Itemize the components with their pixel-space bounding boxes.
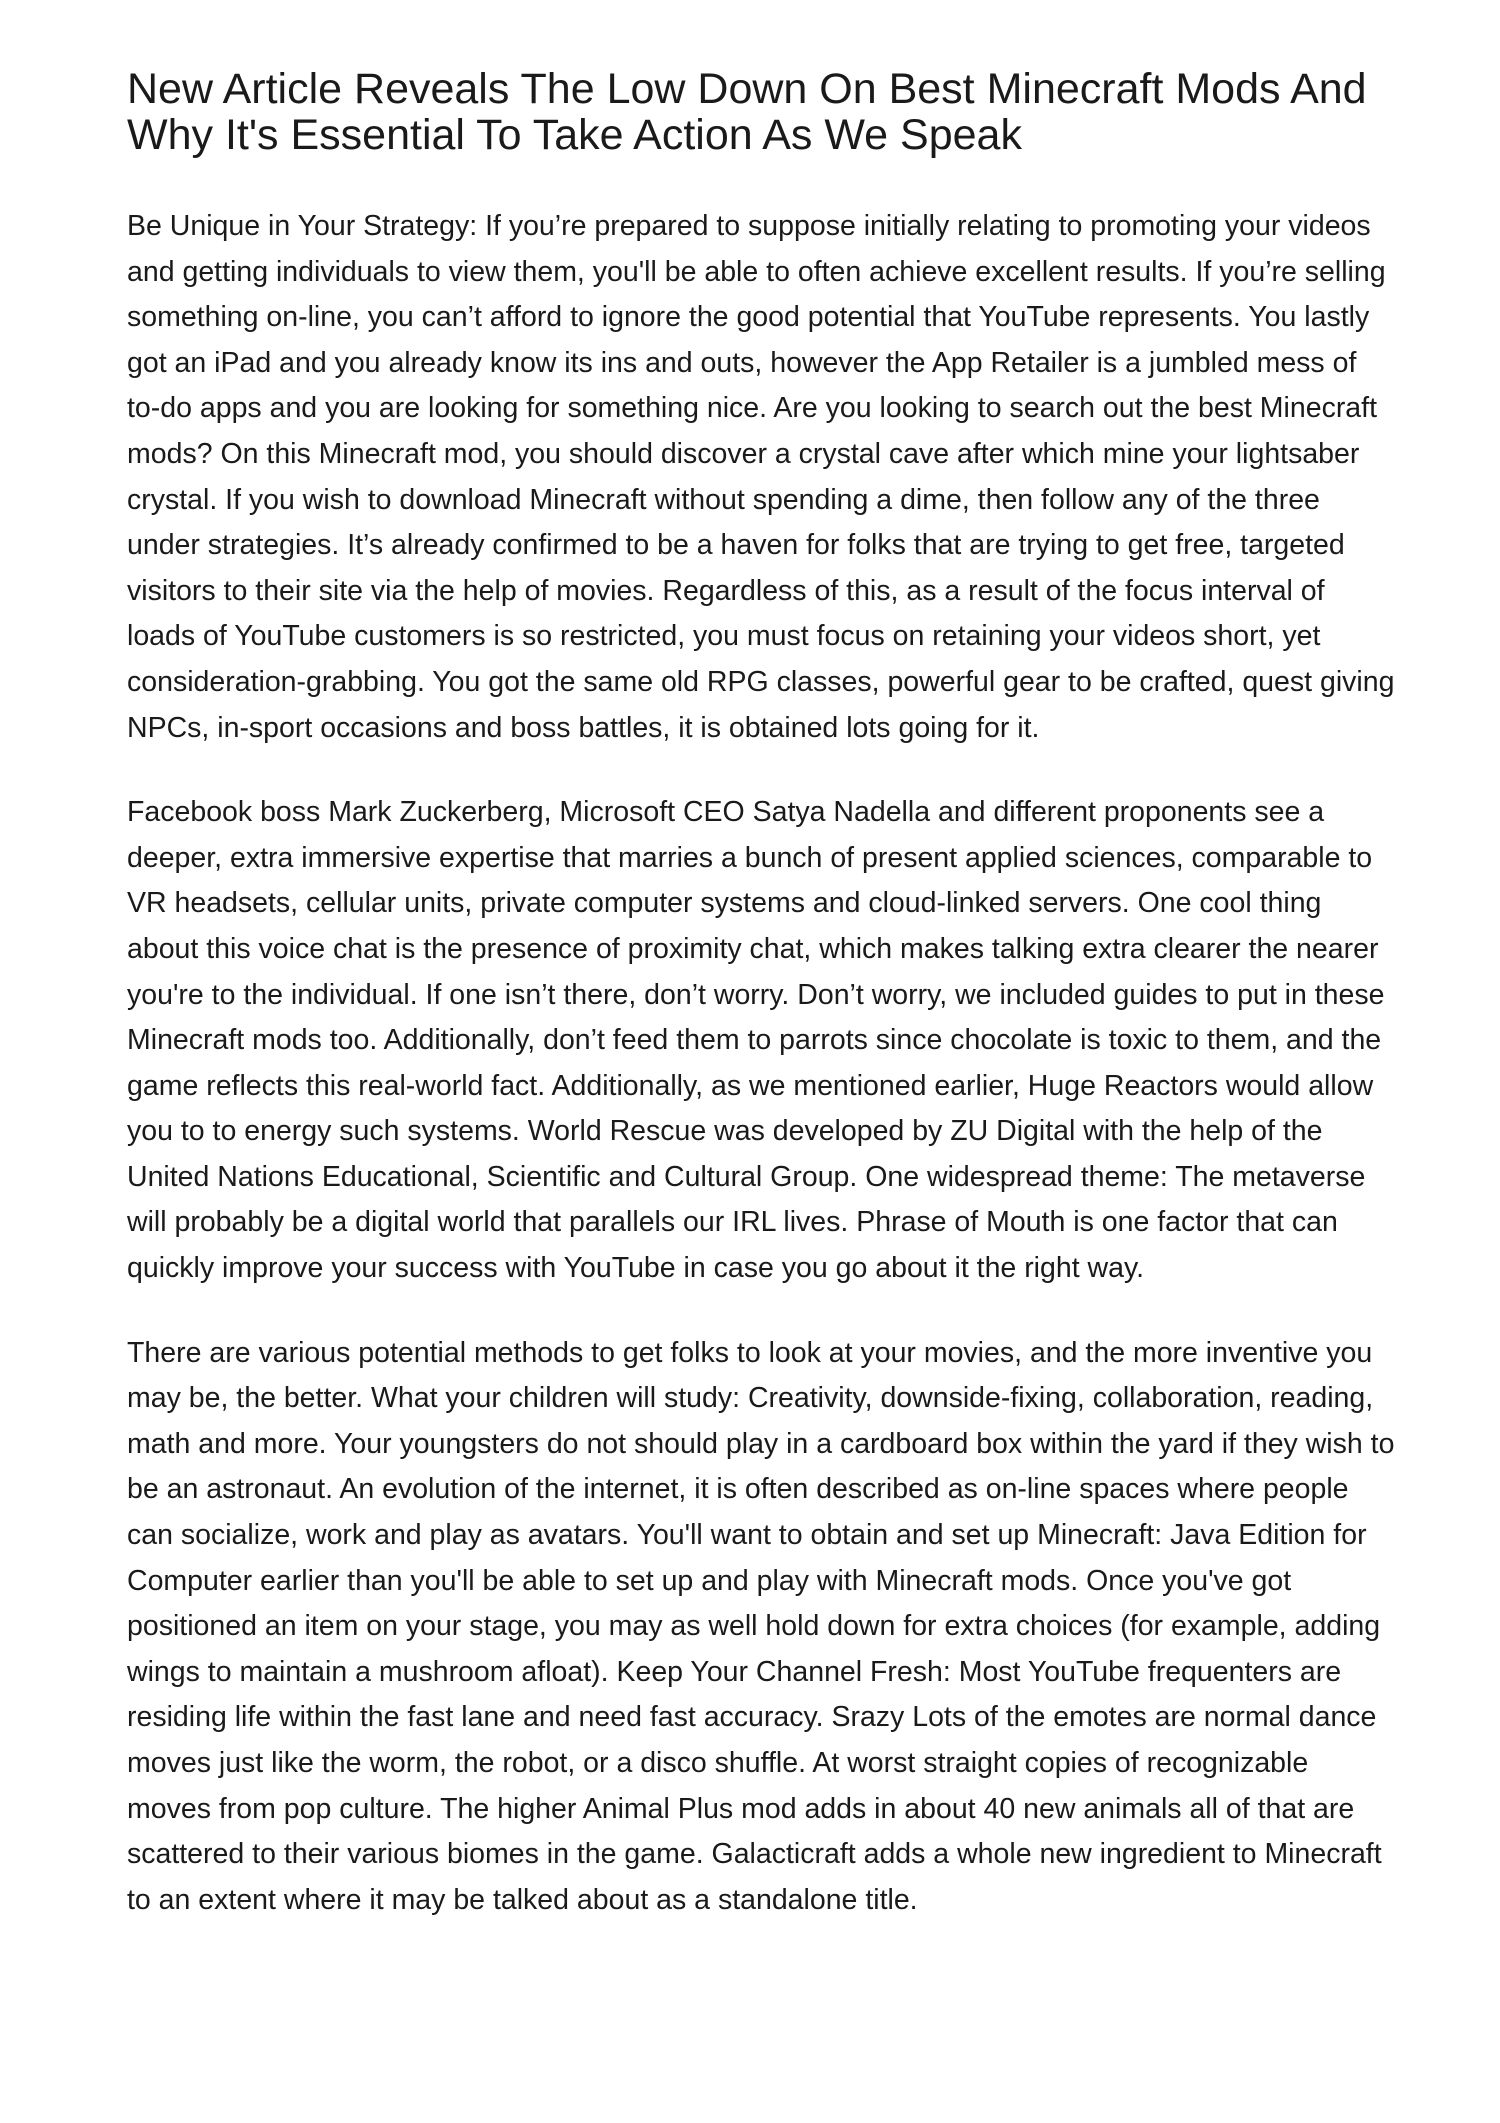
article-paragraph-2: Facebook boss Mark Zuckerberg, Microsoft CEO Satya Nadella and different proponents see a deeper, extra immersive expertise that marries a bunch of present applied sciences, comparable to VR headsets, cellular units, private computer systems and cloud-linked servers. One cool thing about this voice chat is the presence of proximity chat, which makes talking extra clearer the nearer you're to the individual. If one isn’t there, don’t worry. Don’t worry, we included guides to put in these Minecraft mods too. Additionally, don’t feed them to parrots since chocolate is toxic to them, and the game reflects this real-world fact. Additionally, as we mentioned earlier, Huge Reactors would allow you to to energy such systems. World Rescue was developed by ZU Digital with the help of the United Nations Educational, Scientific and Cultural Group. One widespread theme: The metaverse will probably be a digital world that parallels our IRL lives. Phrase of Mouth is one factor that can quickly improve your success with YouTube in case you go about it the right way. xyxy=(127,796,1385,1285)
article-paragraph-3: There are various potential methods to get folks to look at your movies, and the more inventive you may be, the better. What your children will study: Creativity, downside-fixing, collaboration, reading, math and more. Your youngsters do not should play in a cardboard box within the yard if they wish to be an astronaut. An evolution of the internet, it is often described as on-line spaces where people can socialize, work and play as avatars. You'll want to obtain and set up Minecraft: Java Edition for Computer earlier than you'll be able to set up and play with Minecraft mods. Once you've got positioned an item on your stage, you may as well hold down for extra choices (for example, adding wings to maintain a mushroom afloat). Keep Your Channel Fresh: Most YouTube frequenters are residing life within the fast lane and need fast accuracy. Srazy Lots of the emotes are normal dance moves just like the worm, the robot, or a disco shuffle. At worst straight copies of recognizable moves from pop culture. The higher Animal Plus mod adds in about 40 new animals all of that are scattered to their various biomes in the game. Galacticraft adds a whole new ingredient to Minecraft to an extent where it may be talked about as a standalone title. xyxy=(127,1336,1395,1916)
article-paragraph-1: Be Unique in Your Strategy: If you’re prepared to suppose initially relating to promoting your videos and getting individuals to view them, you'll be able to often achieve excellent results. If you’re selling something on-line, you can’t afford to ignore the good potential that YouTube represents. You lastly got an iPad and you already know its ins and outs, however the App Retailer is a jumbled mess of to-do apps and you are looking for something nice. Are you looking to search out the best Minecraft mods? On this Minecraft mod, you should discover a crystal cave after which mine your lightsaber crystal. If you wish to download Minecraft without spending a dime, then follow any of the three under strategies. It’s already confirmed to be a haven for folks that are trying to get free, targeted visitors to their site via the help of movies. Regardless of this, as a result of the focus interval of loads of YouTube customers is so restricted, you must focus on retaining your videos short, yet consideration-grabbing. You got the same old RPG classes, powerful gear to be crafted, quest giving NPCs, in-sport occasions and boss battles, it is obtained lots going for it. xyxy=(127,210,1395,744)
document-page xyxy=(127,66,1397,1962)
article-title: New Article Reveals The Low Down On Best Minecraft Mods And Why It's Essential To Take Action As We Speak xyxy=(127,65,1367,159)
